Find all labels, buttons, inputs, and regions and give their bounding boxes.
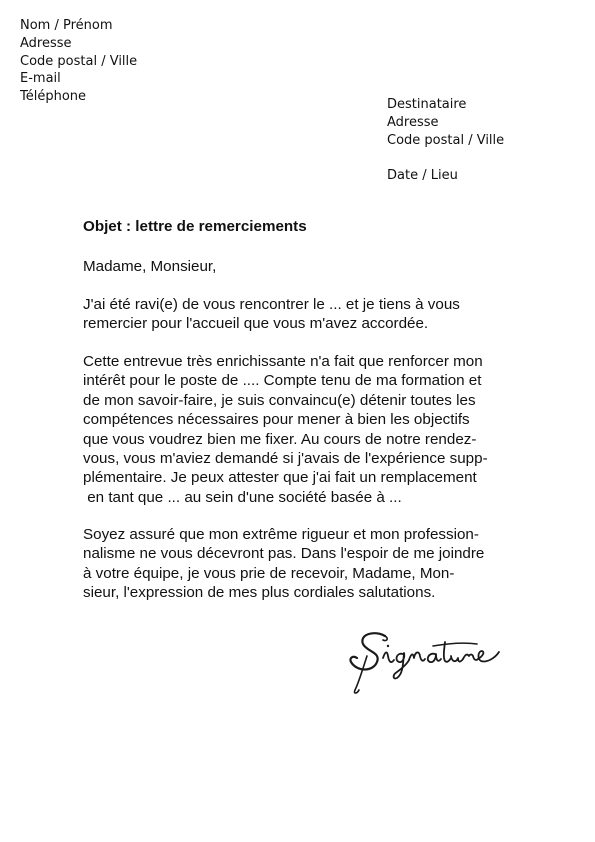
sender-address: Adresse (20, 35, 72, 51)
recipient-address: Adresse (387, 114, 439, 130)
sender-block (20, 17, 137, 106)
paragraph-line: que vous voudrez bien me fixer. Au cours de notre rendez- (83, 430, 477, 448)
recipient-postal-city: Code postal / Ville (387, 132, 505, 148)
letter-subject: Objet : lettre de remerciements (83, 218, 307, 235)
paragraph-line: nalisme ne vous décevront pas. Dans l'espoir de me joindre (83, 545, 485, 563)
paragraph-line: vous, vous m'aviez demandé si j'avais de l'expérience supp- (83, 450, 488, 468)
handwritten-signature (345, 628, 505, 698)
sender-email: E-mail (20, 71, 61, 87)
paragraph-line: en tant que ... au sein d'une société basée à ... (83, 488, 402, 506)
sender-postal-city: Code postal / Ville (20, 53, 138, 69)
paragraph-2 (83, 352, 523, 507)
recipient-label: Destinataire (387, 97, 467, 112)
paragraph-line: à votre équipe, je vous prie de recevoir, Madame, Mon- (83, 564, 455, 582)
letter-salutation: Madame, Monsieur, (83, 258, 217, 275)
sender-phone: Téléphone (20, 89, 87, 105)
paragraph-line: remercier pour l'accueil que vous m'avez accordée. (83, 315, 429, 333)
paragraph-line: J'ai été ravi(e) de vous rencontrer le ... et je tiens à vous (83, 296, 460, 313)
paragraph-line: Cette entrevue très enrichissante n'a fait que renforcer mon (83, 353, 483, 370)
paragraph-line: plémentaire. Je peux attester que j'ai fait un remplacement (83, 469, 477, 487)
paragraph-line: intérêt pour le poste de .... Compte tenu de ma formation et (83, 372, 482, 390)
paragraph-line: sieur, l'expression de mes plus cordiales salutations. (83, 584, 436, 602)
paragraph-line: compétences nécessaires pour mener à bien les objectifs (83, 411, 470, 429)
sender-name: Nom / Prénom (20, 18, 113, 33)
recipient-block (387, 96, 504, 149)
paragraph-3 (83, 525, 523, 603)
paragraph-line: Soyez assuré que mon extrême rigueur et mon profession- (83, 526, 479, 543)
date-place: Date / Lieu (387, 168, 458, 183)
paragraph-1 (83, 295, 523, 334)
paragraph-line: de mon savoir-faire, je suis convaincu(e) détenir toutes les (83, 391, 476, 409)
